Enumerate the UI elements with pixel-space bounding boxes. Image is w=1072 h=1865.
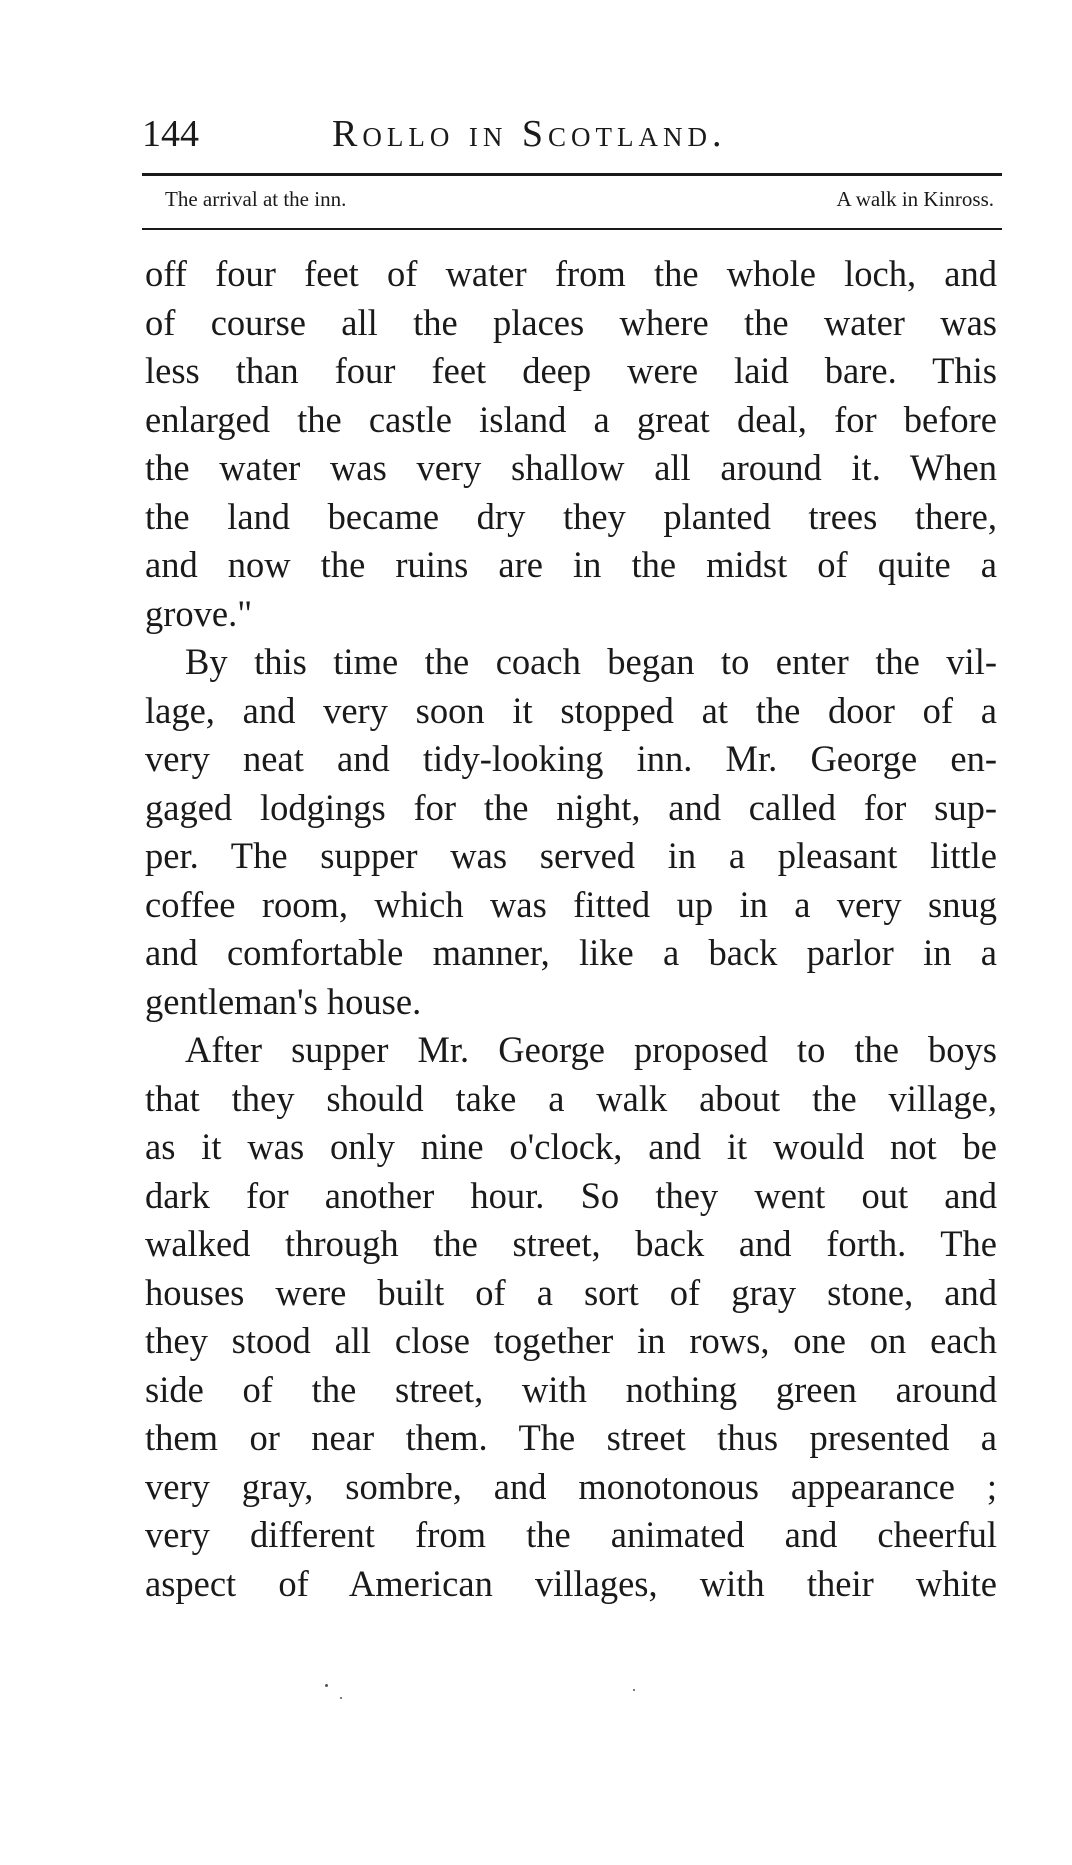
scan-speck <box>633 1689 635 1691</box>
text-line: and comfortable manner, like a back parlor in a <box>145 932 997 973</box>
text-line: lage, and very soon it stopped at the door of a <box>145 689 997 731</box>
text-line: enlarged the castle island a great deal, for before <box>145 398 997 440</box>
text-line: very different from the animated and cheerful <box>145 1514 997 1555</box>
text-line: and now the ruins are in the midst of quite a <box>145 544 997 585</box>
book-title: Rollo in Scotland. <box>332 113 727 155</box>
text-line: houses were built of a sort of gray stone, and <box>145 1271 997 1313</box>
text-line: them or near them. The street thus presented a <box>145 1417 997 1458</box>
page-number: 144 <box>142 113 199 155</box>
text-line: gentleman's house. <box>145 980 422 1022</box>
text-line: as it was only nine o'clock, and it would not be <box>145 1126 997 1167</box>
text-line: aspect of American villages, with their white <box>145 1562 997 1604</box>
scan-speck <box>325 1684 328 1687</box>
text-line: off four feet of water from the whole loch, and <box>145 253 997 294</box>
text-line: side of the street, with nothing green around <box>145 1368 997 1410</box>
text-line: that they should take a walk about the village, <box>145 1077 997 1119</box>
running-head <box>142 108 1002 160</box>
body-text <box>145 250 997 1608</box>
subhead-right: A walk in Kinross. <box>836 187 994 211</box>
text-line: per. The supper was served in a pleasant little <box>145 835 997 876</box>
header-rule-bottom <box>142 228 1002 230</box>
subhead-left: The arrival at the inn. <box>165 187 347 211</box>
text-line: the land became dry they planted trees there, <box>145 495 997 537</box>
text-line: grove." <box>145 592 253 634</box>
scan-speck <box>340 1697 342 1699</box>
text-line: very gray, sombre, and monotonous appearance ; <box>145 1465 997 1507</box>
text-line: After supper Mr. George proposed to the boys <box>185 1029 997 1070</box>
text-line: less than four feet deep were laid bare. This <box>145 350 997 391</box>
text-line: the water was very shallow all around it. When <box>145 447 997 488</box>
text-line: walked through the street, back and forth. The <box>145 1223 997 1264</box>
section-subhead <box>165 184 1002 214</box>
text-line: of course all the places where the water was <box>145 301 997 343</box>
text-line: they stood all close together in rows, one on each <box>145 1320 997 1361</box>
text-line: dark for another hour. So they went out and <box>145 1174 997 1216</box>
text-line: gaged lodgings for the night, and called for sup- <box>145 786 997 828</box>
text-line: very neat and tidy-looking inn. Mr. George en- <box>145 738 997 779</box>
text-line: By this time the coach began to enter the vil- <box>185 641 997 682</box>
text-line: coffee room, which was fitted up in a very snug <box>145 883 997 925</box>
header-rule-top <box>142 173 1002 176</box>
